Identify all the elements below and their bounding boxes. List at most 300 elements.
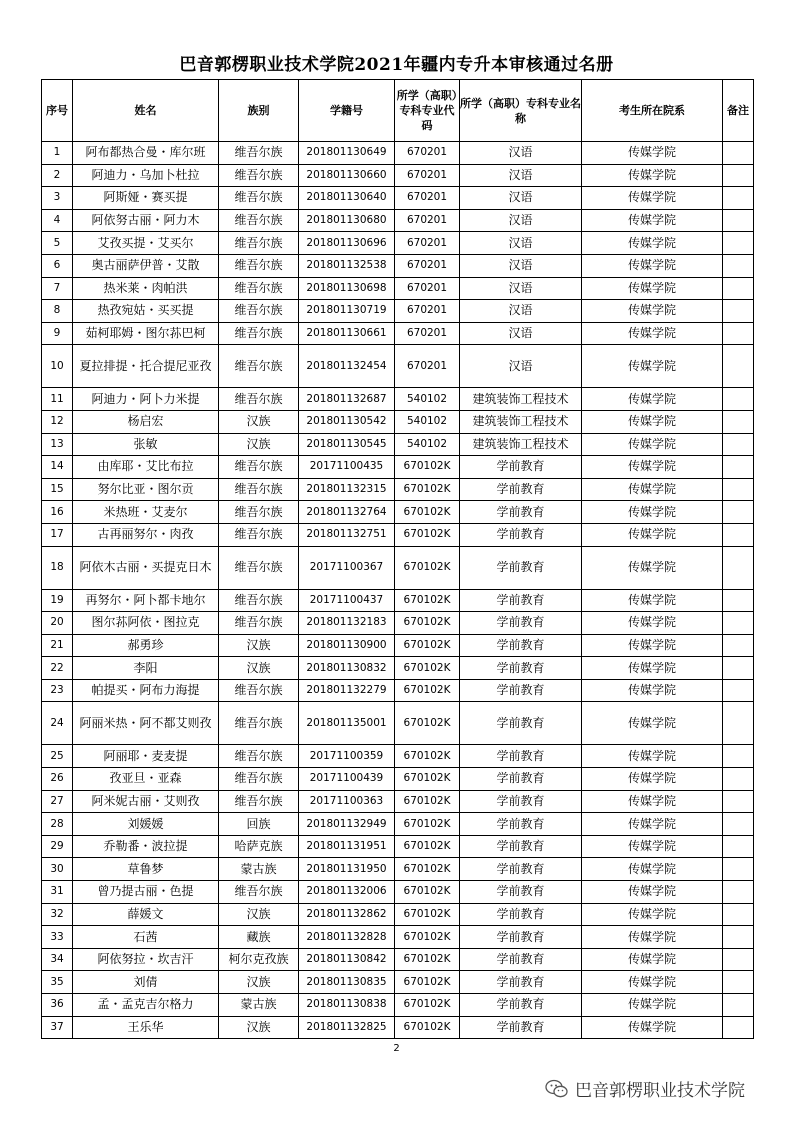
cell-major-name: 学前教育	[460, 501, 582, 524]
cell-remark	[723, 410, 754, 433]
cell-remark	[723, 345, 754, 388]
cell-major-name: 建筑装饰工程技术	[460, 410, 582, 433]
header-name: 姓名	[73, 80, 219, 142]
cell-college: 传媒学院	[582, 164, 723, 187]
cell-ethnic: 维吾尔族	[219, 523, 299, 546]
cell-major-name: 学前教育	[460, 903, 582, 926]
cell-remark	[723, 164, 754, 187]
cell-ethnic: 维吾尔族	[219, 232, 299, 255]
table-row	[42, 768, 754, 791]
cell-name: 阿依努拉・坎吉汗	[73, 948, 219, 971]
cell-college: 传媒学院	[582, 589, 723, 612]
cell-major-code: 670102K	[395, 926, 460, 949]
cell-ethnic: 维吾尔族	[219, 277, 299, 300]
cell-college: 传媒学院	[582, 345, 723, 388]
cell-college: 传媒学院	[582, 546, 723, 589]
cell-remark	[723, 232, 754, 255]
cell-seq: 35	[42, 971, 73, 994]
cell-major-code: 540102	[395, 388, 460, 411]
cell-ethnic: 维吾尔族	[219, 881, 299, 904]
cell-major-code: 670102K	[395, 1016, 460, 1039]
cell-major-name: 学前教育	[460, 546, 582, 589]
table-header-row	[42, 80, 754, 142]
cell-seq: 18	[42, 546, 73, 589]
cell-remark	[723, 634, 754, 657]
cell-college: 传媒学院	[582, 209, 723, 232]
cell-ethnic: 维吾尔族	[219, 790, 299, 813]
table-row	[42, 322, 754, 345]
cell-student-id: 201801131951	[299, 835, 395, 858]
cell-major-name: 汉语	[460, 209, 582, 232]
cell-major-code: 670102K	[395, 835, 460, 858]
cell-student-id: 20171100363	[299, 790, 395, 813]
cell-seq: 37	[42, 1016, 73, 1039]
cell-student-id: 201801130640	[299, 187, 395, 210]
cell-major-name: 汉语	[460, 300, 582, 323]
table-row	[42, 948, 754, 971]
cell-name: 再努尔・阿卜都卡地尔	[73, 589, 219, 612]
cell-seq: 33	[42, 926, 73, 949]
cell-name: 孜亚旦・亚森	[73, 768, 219, 791]
cell-ethnic: 汉族	[219, 1016, 299, 1039]
cell-college: 传媒学院	[582, 948, 723, 971]
cell-seq: 19	[42, 589, 73, 612]
cell-name: 薛媛文	[73, 903, 219, 926]
cell-seq: 24	[42, 702, 73, 745]
table-row	[42, 881, 754, 904]
wechat-icon	[545, 1079, 569, 1099]
cell-seq: 8	[42, 300, 73, 323]
cell-major-name: 学前教育	[460, 1016, 582, 1039]
cell-major-code: 670102K	[395, 745, 460, 768]
table-row	[42, 410, 754, 433]
cell-seq: 23	[42, 679, 73, 702]
table-row	[42, 1016, 754, 1039]
cell-remark	[723, 300, 754, 323]
cell-college: 传媒学院	[582, 612, 723, 635]
cell-name: 李阳	[73, 657, 219, 680]
cell-ethnic: 维吾尔族	[219, 501, 299, 524]
cell-student-id: 20171100359	[299, 745, 395, 768]
cell-college: 传媒学院	[582, 142, 723, 165]
cell-name: 阿丽耶・麦麦提	[73, 745, 219, 768]
cell-ethnic: 维吾尔族	[219, 589, 299, 612]
cell-seq: 21	[42, 634, 73, 657]
cell-college: 传媒学院	[582, 388, 723, 411]
cell-seq: 31	[42, 881, 73, 904]
cell-student-id: 20171100435	[299, 456, 395, 479]
cell-student-id: 201801132315	[299, 478, 395, 501]
cell-remark	[723, 388, 754, 411]
cell-name: 刘倩	[73, 971, 219, 994]
cell-student-id: 201801132825	[299, 1016, 395, 1039]
cell-name: 孟・孟克吉尔格力	[73, 994, 219, 1017]
cell-name: 艾孜买提・艾买尔	[73, 232, 219, 255]
cell-major-name: 学前教育	[460, 790, 582, 813]
cell-remark	[723, 277, 754, 300]
cell-college: 传媒学院	[582, 881, 723, 904]
cell-ethnic: 维吾尔族	[219, 745, 299, 768]
cell-major-code: 670102K	[395, 768, 460, 791]
cell-college: 传媒学院	[582, 679, 723, 702]
cell-remark	[723, 209, 754, 232]
header-remark: 备注	[723, 80, 754, 142]
cell-ethnic: 维吾尔族	[219, 388, 299, 411]
cell-ethnic: 维吾尔族	[219, 300, 299, 323]
cell-seq: 9	[42, 322, 73, 345]
cell-college: 传媒学院	[582, 254, 723, 277]
cell-seq: 11	[42, 388, 73, 411]
cell-ethnic: 维吾尔族	[219, 702, 299, 745]
cell-student-id: 201801132949	[299, 813, 395, 836]
table-row	[42, 345, 754, 388]
cell-student-id: 201801130661	[299, 322, 395, 345]
cell-student-id: 201801132687	[299, 388, 395, 411]
cell-major-code: 670102K	[395, 881, 460, 904]
cell-name: 阿迪力・乌加卜杜拉	[73, 164, 219, 187]
cell-major-name: 学前教育	[460, 612, 582, 635]
cell-remark	[723, 478, 754, 501]
cell-college: 传媒学院	[582, 745, 723, 768]
table-row	[42, 813, 754, 836]
cell-major-code: 540102	[395, 433, 460, 456]
cell-major-code: 670201	[395, 164, 460, 187]
header-student-id: 学籍号	[299, 80, 395, 142]
cell-major-name: 建筑装饰工程技术	[460, 388, 582, 411]
cell-college: 传媒学院	[582, 858, 723, 881]
cell-remark	[723, 322, 754, 345]
cell-college: 传媒学院	[582, 657, 723, 680]
cell-major-name: 汉语	[460, 345, 582, 388]
cell-seq: 1	[42, 142, 73, 165]
roster-table	[41, 79, 754, 1039]
cell-ethnic: 汉族	[219, 657, 299, 680]
cell-student-id: 201801130900	[299, 634, 395, 657]
cell-ethnic: 蒙古族	[219, 858, 299, 881]
cell-name: 阿米妮古丽・艾则孜	[73, 790, 219, 813]
cell-college: 传媒学院	[582, 277, 723, 300]
cell-name: 阿依木古丽・买提克日木	[73, 546, 219, 589]
cell-student-id: 201801130542	[299, 410, 395, 433]
table-row	[42, 501, 754, 524]
cell-name: 阿丽米热・阿不都艾则孜	[73, 702, 219, 745]
header-ethnic: 族别	[219, 80, 299, 142]
cell-college: 传媒学院	[582, 478, 723, 501]
cell-major-name: 汉语	[460, 254, 582, 277]
cell-seq: 16	[42, 501, 73, 524]
cell-ethnic: 哈萨克族	[219, 835, 299, 858]
cell-name: 夏拉排提・托合提尼亚孜	[73, 345, 219, 388]
cell-major-code: 670102K	[395, 903, 460, 926]
cell-major-code: 670201	[395, 209, 460, 232]
cell-major-name: 学前教育	[460, 589, 582, 612]
table-row	[42, 634, 754, 657]
cell-name: 杨启宏	[73, 410, 219, 433]
cell-remark	[723, 254, 754, 277]
cell-student-id: 201801132862	[299, 903, 395, 926]
table-row	[42, 254, 754, 277]
header-major-code: 所学（高职）专科专业代码	[395, 80, 460, 142]
cell-seq: 14	[42, 456, 73, 479]
cell-college: 传媒学院	[582, 501, 723, 524]
cell-name: 热孜宛姑・买买提	[73, 300, 219, 323]
cell-name: 米热班・艾麦尔	[73, 501, 219, 524]
cell-major-name: 建筑装饰工程技术	[460, 433, 582, 456]
cell-ethnic: 回族	[219, 813, 299, 836]
cell-seq: 27	[42, 790, 73, 813]
watermark	[545, 1076, 745, 1101]
cell-name: 石茜	[73, 926, 219, 949]
cell-major-name: 汉语	[460, 322, 582, 345]
cell-major-code: 670102K	[395, 948, 460, 971]
table-row	[42, 232, 754, 255]
cell-ethnic: 维吾尔族	[219, 254, 299, 277]
cell-name: 图尔荪阿依・图拉克	[73, 612, 219, 635]
cell-major-code: 670102K	[395, 612, 460, 635]
cell-major-code: 670201	[395, 277, 460, 300]
cell-seq: 30	[42, 858, 73, 881]
cell-ethnic: 维吾尔族	[219, 612, 299, 635]
cell-major-name: 汉语	[460, 142, 582, 165]
watermark-text: 巴音郭楞职业技术学院	[575, 1081, 745, 1101]
table-row	[42, 612, 754, 635]
cell-major-name: 学前教育	[460, 768, 582, 791]
cell-major-name: 学前教育	[460, 971, 582, 994]
cell-remark	[723, 187, 754, 210]
cell-student-id: 201801130698	[299, 277, 395, 300]
table-row	[42, 835, 754, 858]
cell-remark	[723, 679, 754, 702]
cell-major-name: 汉语	[460, 277, 582, 300]
cell-major-code: 670201	[395, 232, 460, 255]
cell-major-code: 670102K	[395, 634, 460, 657]
cell-student-id: 20171100437	[299, 589, 395, 612]
cell-student-id: 201801130832	[299, 657, 395, 680]
cell-ethnic: 柯尔克孜族	[219, 948, 299, 971]
cell-student-id: 201801130660	[299, 164, 395, 187]
cell-college: 传媒学院	[582, 634, 723, 657]
cell-major-name: 学前教育	[460, 702, 582, 745]
cell-major-code: 670102K	[395, 702, 460, 745]
cell-name: 草鲁梦	[73, 858, 219, 881]
cell-student-id: 201801132538	[299, 254, 395, 277]
table-row	[42, 994, 754, 1017]
cell-ethnic: 维吾尔族	[219, 478, 299, 501]
cell-major-code: 540102	[395, 410, 460, 433]
cell-ethnic: 维吾尔族	[219, 546, 299, 589]
table-row	[42, 142, 754, 165]
cell-ethnic: 藏族	[219, 926, 299, 949]
cell-seq: 6	[42, 254, 73, 277]
cell-name: 刘媛媛	[73, 813, 219, 836]
cell-major-code: 670102K	[395, 589, 460, 612]
cell-major-name: 学前教育	[460, 657, 582, 680]
cell-name: 郝勇珍	[73, 634, 219, 657]
cell-ethnic: 汉族	[219, 410, 299, 433]
table-row	[42, 790, 754, 813]
cell-name: 努尔比亚・图尔贡	[73, 478, 219, 501]
cell-major-code: 670102K	[395, 679, 460, 702]
cell-college: 传媒学院	[582, 790, 723, 813]
cell-name: 阿迪力・阿卜力米提	[73, 388, 219, 411]
cell-remark	[723, 835, 754, 858]
table-row	[42, 926, 754, 949]
table-row	[42, 702, 754, 745]
cell-seq: 29	[42, 835, 73, 858]
cell-seq: 5	[42, 232, 73, 255]
cell-remark	[723, 589, 754, 612]
cell-remark	[723, 612, 754, 635]
cell-student-id: 201801130696	[299, 232, 395, 255]
cell-major-code: 670102K	[395, 657, 460, 680]
cell-seq: 13	[42, 433, 73, 456]
cell-remark	[723, 971, 754, 994]
cell-ethnic: 维吾尔族	[219, 768, 299, 791]
cell-ethnic: 维吾尔族	[219, 345, 299, 388]
cell-student-id: 201801130545	[299, 433, 395, 456]
cell-remark	[723, 745, 754, 768]
cell-ethnic: 维吾尔族	[219, 679, 299, 702]
table-body	[42, 142, 754, 1039]
cell-college: 传媒学院	[582, 926, 723, 949]
cell-college: 传媒学院	[582, 903, 723, 926]
table-row	[42, 433, 754, 456]
cell-ethnic: 维吾尔族	[219, 164, 299, 187]
cell-college: 传媒学院	[582, 702, 723, 745]
cell-student-id: 201801130838	[299, 994, 395, 1017]
cell-college: 传媒学院	[582, 433, 723, 456]
cell-name: 古再丽努尔・肉孜	[73, 523, 219, 546]
cell-college: 传媒学院	[582, 835, 723, 858]
cell-seq: 20	[42, 612, 73, 635]
cell-major-name: 学前教育	[460, 858, 582, 881]
cell-college: 传媒学院	[582, 322, 723, 345]
cell-name: 张敏	[73, 433, 219, 456]
cell-remark	[723, 523, 754, 546]
cell-student-id: 201801132454	[299, 345, 395, 388]
cell-college: 传媒学院	[582, 456, 723, 479]
cell-seq: 10	[42, 345, 73, 388]
page-number: 2	[393, 1043, 400, 1054]
table-row	[42, 903, 754, 926]
cell-seq: 36	[42, 994, 73, 1017]
cell-major-code: 670201	[395, 187, 460, 210]
cell-major-name: 汉语	[460, 232, 582, 255]
cell-ethnic: 维吾尔族	[219, 142, 299, 165]
cell-major-name: 汉语	[460, 187, 582, 210]
cell-remark	[723, 142, 754, 165]
cell-seq: 34	[42, 948, 73, 971]
cell-college: 传媒学院	[582, 994, 723, 1017]
cell-college: 传媒学院	[582, 1016, 723, 1039]
table-row	[42, 657, 754, 680]
cell-remark	[723, 858, 754, 881]
cell-ethnic: 汉族	[219, 971, 299, 994]
table-row	[42, 858, 754, 881]
cell-seq: 28	[42, 813, 73, 836]
cell-seq: 7	[42, 277, 73, 300]
cell-major-name: 学前教育	[460, 994, 582, 1017]
cell-remark	[723, 994, 754, 1017]
table-row	[42, 209, 754, 232]
cell-name: 阿布都热合曼・库尔班	[73, 142, 219, 165]
cell-remark	[723, 813, 754, 836]
cell-remark	[723, 456, 754, 479]
cell-remark	[723, 903, 754, 926]
cell-major-code: 670102K	[395, 478, 460, 501]
cell-ethnic: 维吾尔族	[219, 209, 299, 232]
cell-college: 传媒学院	[582, 410, 723, 433]
cell-major-name: 学前教育	[460, 478, 582, 501]
cell-remark	[723, 433, 754, 456]
cell-major-code: 670102K	[395, 858, 460, 881]
cell-student-id: 201801132279	[299, 679, 395, 702]
cell-ethnic: 汉族	[219, 433, 299, 456]
cell-college: 传媒学院	[582, 232, 723, 255]
cell-name: 阿依努古丽・阿力木	[73, 209, 219, 232]
cell-name: 阿斯娅・赛买提	[73, 187, 219, 210]
cell-remark	[723, 790, 754, 813]
cell-major-code: 670201	[395, 142, 460, 165]
cell-seq: 2	[42, 164, 73, 187]
cell-student-id: 201801132183	[299, 612, 395, 635]
cell-student-id: 201801132764	[299, 501, 395, 524]
cell-student-id: 20171100439	[299, 768, 395, 791]
cell-name: 王乐华	[73, 1016, 219, 1039]
cell-student-id: 201801130680	[299, 209, 395, 232]
cell-remark	[723, 948, 754, 971]
cell-major-code: 670102K	[395, 456, 460, 479]
cell-major-name: 学前教育	[460, 523, 582, 546]
cell-remark	[723, 546, 754, 589]
cell-remark	[723, 1016, 754, 1039]
cell-seq: 17	[42, 523, 73, 546]
cell-remark	[723, 657, 754, 680]
cell-ethnic: 维吾尔族	[219, 456, 299, 479]
cell-major-name: 学前教育	[460, 881, 582, 904]
cell-major-name: 学前教育	[460, 456, 582, 479]
cell-major-code: 670201	[395, 322, 460, 345]
cell-college: 传媒学院	[582, 768, 723, 791]
cell-remark	[723, 768, 754, 791]
cell-ethnic: 维吾尔族	[219, 322, 299, 345]
cell-major-code: 670102K	[395, 971, 460, 994]
cell-college: 传媒学院	[582, 187, 723, 210]
cell-major-code: 670102K	[395, 790, 460, 813]
table-row	[42, 478, 754, 501]
cell-student-id: 201801130835	[299, 971, 395, 994]
cell-ethnic: 蒙古族	[219, 994, 299, 1017]
table-row	[42, 546, 754, 589]
table-row	[42, 971, 754, 994]
table-row	[42, 300, 754, 323]
cell-student-id: 201801132828	[299, 926, 395, 949]
cell-college: 传媒学院	[582, 813, 723, 836]
cell-major-name: 学前教育	[460, 745, 582, 768]
cell-remark	[723, 702, 754, 745]
cell-seq: 3	[42, 187, 73, 210]
table-row	[42, 456, 754, 479]
cell-name: 奥古丽萨伊普・艾散	[73, 254, 219, 277]
cell-seq: 12	[42, 410, 73, 433]
cell-student-id: 201801130649	[299, 142, 395, 165]
cell-name: 茹柯耶姆・图尔荪巴柯	[73, 322, 219, 345]
cell-seq: 26	[42, 768, 73, 791]
cell-major-code: 670102K	[395, 813, 460, 836]
cell-major-code: 670201	[395, 345, 460, 388]
cell-major-name: 学前教育	[460, 948, 582, 971]
cell-name: 乔勒番・波拉提	[73, 835, 219, 858]
